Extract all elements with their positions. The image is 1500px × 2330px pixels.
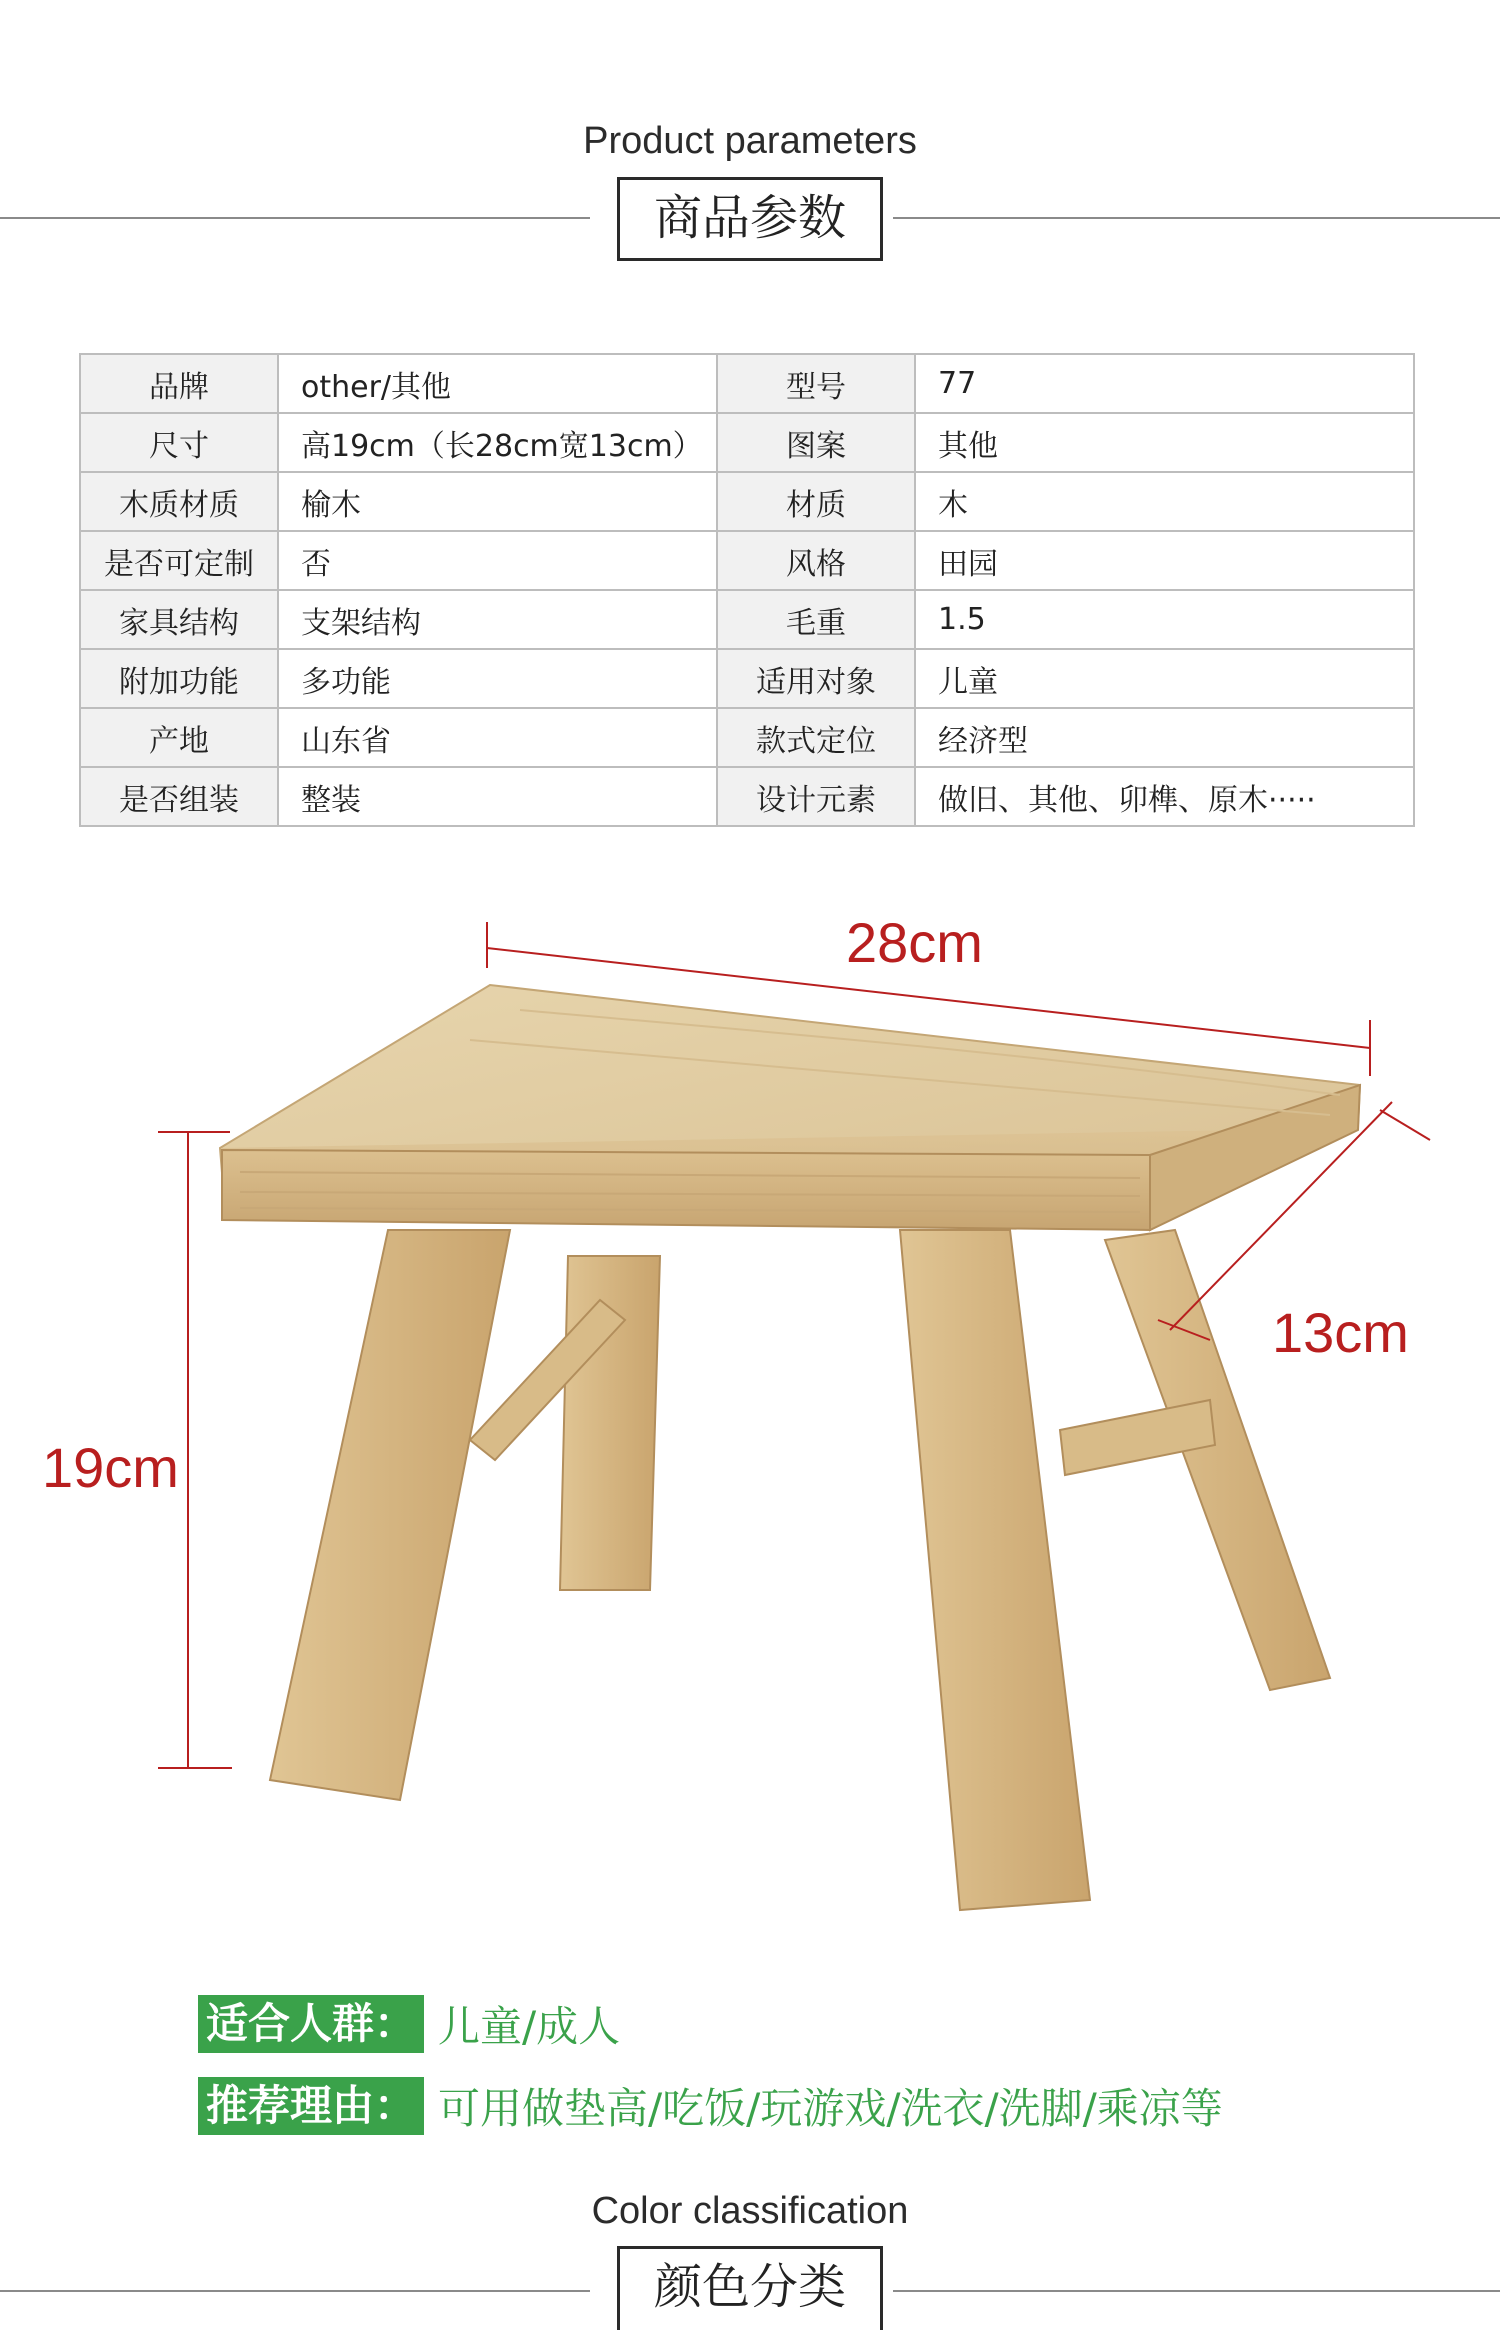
param-key: 是否可定制 [80,531,278,590]
param-value: 支架结构 [278,590,717,649]
width-label: 13cm [1272,1301,1409,1364]
height-label: 19cm [42,1436,179,1499]
suitable-row [198,1995,620,2053]
front-right-leg [900,1230,1090,1910]
divider-right [893,217,1500,219]
seat-front [222,1150,1150,1230]
param-value: 山东省 [278,708,717,767]
param-value: 榆木 [278,472,717,531]
section-title-cn: 颜色分类 [617,2246,883,2330]
param-value: 田园 [915,531,1414,590]
table-row [80,767,1414,826]
divider-left [0,217,590,219]
param-key: 图案 [717,413,915,472]
param-key: 适用对象 [717,649,915,708]
table-row [80,413,1414,472]
param-value: other/其他 [278,354,717,413]
param-key: 毛重 [717,590,915,649]
param-key: 款式定位 [717,708,915,767]
param-value: 经济型 [915,708,1414,767]
param-value: 多功能 [278,649,717,708]
param-key: 品牌 [80,354,278,413]
divider-right [893,2290,1500,2292]
params-table [79,353,1415,827]
front-left-leg [270,1230,510,1800]
param-key: 家具结构 [80,590,278,649]
length-label: 28cm [846,911,983,974]
reason-row [198,2077,1223,2135]
stool-photo [0,900,1500,1960]
back-left-leg [560,1256,660,1590]
table-row [80,649,1414,708]
divider-left [0,2290,590,2292]
suitable-label: 适合人群： [198,1995,424,2053]
table-row [80,472,1414,531]
reason-label: 推荐理由： [198,2077,424,2135]
param-value: 儿童 [915,649,1414,708]
table-row [80,708,1414,767]
suitable-value: 儿童/成人 [438,2002,621,2051]
section-title-en: Product parameters [583,120,917,162]
param-key: 木质材质 [80,472,278,531]
param-value: 77 [915,354,1414,413]
param-key: 产地 [80,708,278,767]
section-title-cn: 商品参数 [617,177,883,261]
param-key: 型号 [717,354,915,413]
param-value: 否 [278,531,717,590]
param-value: 木 [915,472,1414,531]
param-value: 整装 [278,767,717,826]
param-key: 是否组装 [80,767,278,826]
param-key: 尺寸 [80,413,278,472]
table-row [80,354,1414,413]
param-value: 1.5 [915,590,1414,649]
param-value: 做旧、其他、卯榫、原木····· [915,767,1414,826]
param-key: 附加功能 [80,649,278,708]
param-key: 设计元素 [717,767,915,826]
param-key: 材质 [717,472,915,531]
table-row [80,590,1414,649]
reason-value: 可用做垫高/吃饭/玩游戏/洗衣/洗脚/乘凉等 [438,2084,1223,2133]
table-row [80,531,1414,590]
param-value: 其他 [915,413,1414,472]
param-key: 风格 [717,531,915,590]
param-value: 高19cm（长28cm宽13cm） [278,413,717,472]
section-title-en: Color classification [591,2190,909,2232]
